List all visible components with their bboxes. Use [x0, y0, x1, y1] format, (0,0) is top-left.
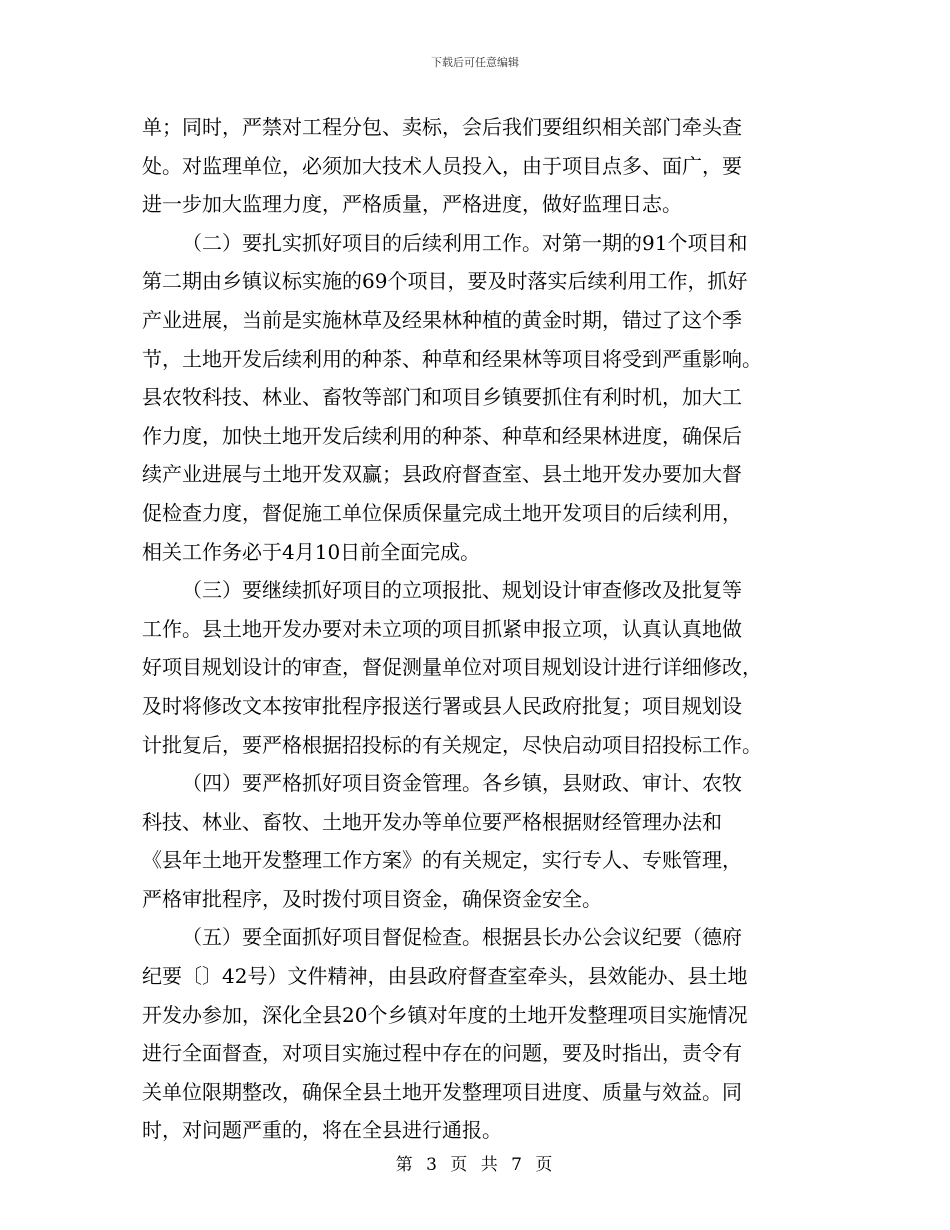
text-line: 科技、林业、畜牧、土地开发办等单位要严格根据财经管理办法和 — [142, 809, 722, 834]
text-line: 工作。县土地开发办要对未立项的项目抓紧申报立项，认真认真地做 — [142, 616, 742, 641]
paragraph-3 — [142, 571, 812, 764]
text-line: 及时将修改文本按审批程序报送行署或县人民政府批复；项目规划设 — [142, 693, 742, 718]
document-body — [142, 108, 812, 1150]
text-line: 县农牧科技、林业、畜牧等部门和项目乡镇要抓住有利时机，加大工 — [142, 385, 742, 410]
text-line: 进行全面督查，对项目实施过程中存在的问题，要及时指出，责令有 — [142, 1041, 742, 1066]
text-line: 续产业进展与土地开发双赢；县政府督查室、县土地开发办要加大督 — [142, 462, 742, 487]
text-line: 好项目规划设计的审查，督促测量单位对项目规划设计进行详细修改， — [142, 655, 762, 680]
text-line: （三）要继续抓好项目的立项报批、规划设计审查修改及批复等 — [182, 578, 742, 603]
page-footer: 第 3 页 共 7 页 — [395, 1155, 555, 1175]
text-line: （五）要全面抓好项目督促检查。根据县长办公会议纪要（德府 — [182, 925, 742, 950]
text-line: 开发办参加，深化全县20个乡镇对年度的土地开发整理项目实施情况 — [142, 1002, 748, 1027]
paragraph-5 — [142, 918, 812, 1150]
text-line: 相关工作务必于4月10日前全面完成。 — [142, 539, 481, 564]
text-line: 《县年土地开发整理工作方案》的有关规定，实行专人、专账管理， — [142, 848, 742, 873]
text-line: 处。对监理单位，必须加大技术人员投入，由于项目点多、面广，要 — [142, 153, 742, 178]
text-line: 第二期由乡镇议标实施的69个项目，要及时落实后续利用工作，抓好 — [142, 269, 748, 294]
paragraph-1 — [142, 108, 812, 224]
paragraph-2 — [142, 224, 812, 571]
text-line: 作力度，加快土地开发后续利用的种茶、种草和经果林进度，确保后 — [142, 423, 742, 448]
text-line: 时，对问题严重的，将在全县进行通报。 — [142, 1118, 502, 1143]
paragraph-4 — [142, 764, 812, 918]
text-line: 节，土地开发后续利用的种茶、种草和经果林等项目将受到严重影响。 — [142, 346, 762, 371]
text-line: 产业进展，当前是实施林草及经果林种植的黄金时期，错过了这个季 — [142, 307, 742, 332]
page-header: 下载后可任意编辑 — [431, 56, 519, 69]
text-line: （二）要扎实抓好项目的后续利用工作。对第一期的91个项目和 — [182, 230, 748, 255]
text-line: 计批复后，要严格根据招投标的有关规定，尽快启动项目招投标工作。 — [142, 732, 762, 757]
text-line: （四）要严格抓好项目资金管理。各乡镇，县财政、审计、农牧 — [182, 771, 742, 796]
text-line: 单；同时，严禁对工程分包、卖标，会后我们要组织相关部门牵头查 — [142, 115, 742, 139]
text-line: 进一步加大监理力度，严格质量，严格进度，做好监理日志。 — [142, 192, 682, 217]
text-line: 关单位限期整改，确保全县土地开发整理项目进度、质量与效益。同 — [142, 1079, 742, 1104]
text-line: 促检查力度，督促施工单位保质保量完成土地开发项目的后续利用， — [142, 500, 742, 525]
text-line: 严格审批程序，及时拨付项目资金，确保资金安全。 — [142, 886, 602, 911]
text-line: 纪要〔〕42号）文件精神，由县政府督查室牵头，县效能办、县土地 — [142, 964, 748, 989]
